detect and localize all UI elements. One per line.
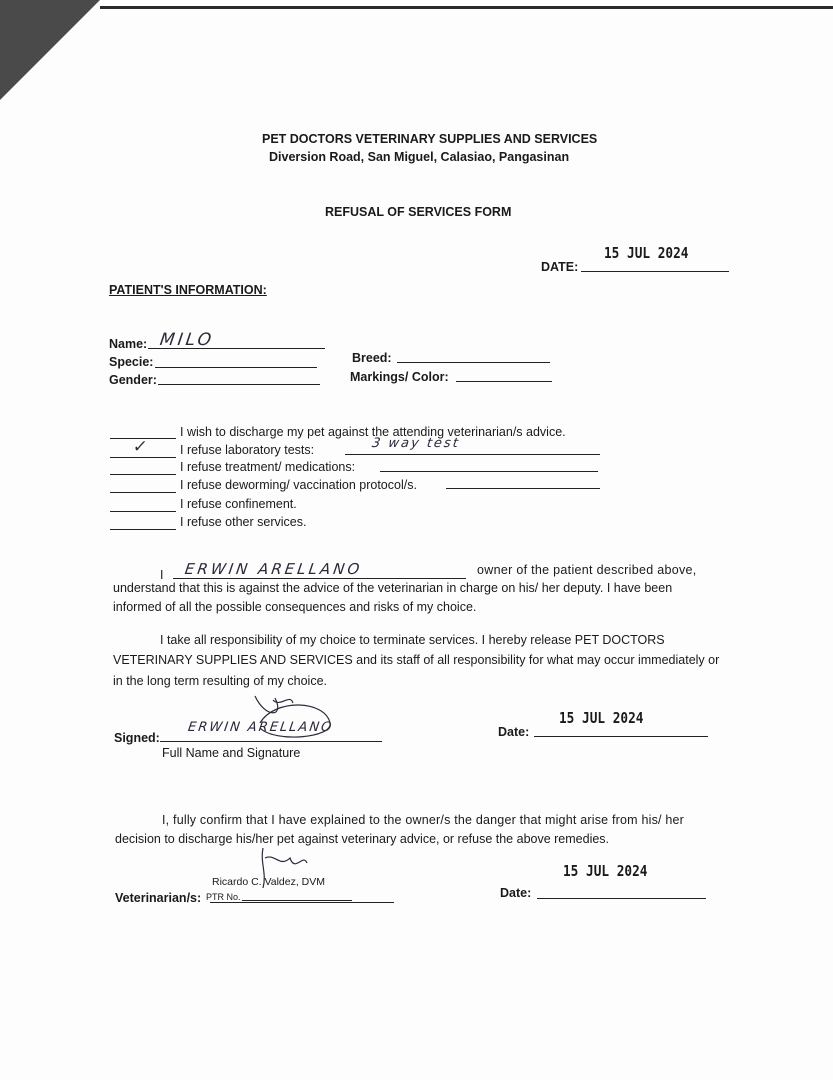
scan-corner-shadow	[0, 0, 100, 100]
top-date-stamp: 15 JUL 2024	[604, 244, 689, 262]
option-checkbox-line[interactable]	[110, 457, 176, 458]
owner-date-line[interactable]	[534, 736, 708, 737]
option-detail-line[interactable]	[446, 488, 600, 489]
vet-date-stamp: 15 JUL 2024	[563, 862, 648, 880]
vet-statement-line1: I, fully confirm that I have explained to the owner/s the danger that might arise from his/ her	[162, 813, 685, 827]
ptr-line[interactable]	[242, 900, 352, 901]
option-label: I refuse laboratory tests:	[180, 443, 315, 457]
scan-edge-line	[100, 6, 833, 9]
release-line2: VETERINARY SUPPLIES AND SERVICES and its staff of all responsibility for what may occur immediately or	[113, 653, 720, 667]
statement-line2: understand that this is against the advice of the veterinarian in charge on his/ her deputy. I have been	[113, 581, 673, 595]
option-checkbox-line[interactable]	[110, 492, 176, 493]
owner-signature-line[interactable]	[160, 741, 382, 742]
specie-field-line[interactable]	[155, 367, 317, 368]
top-date-label: DATE:	[541, 260, 579, 274]
release-line1: I take all responsibility of my choice to terminate services. I hereby release PET DOCTORS	[160, 633, 665, 647]
specie-label: Specie:	[109, 355, 154, 369]
owner-date-label: Date:	[498, 725, 530, 739]
name-label: Name:	[109, 337, 148, 351]
breed-field-line[interactable]	[397, 362, 550, 363]
statement-line3: informed of all the possible consequences and risks of my choice.	[113, 600, 477, 614]
option-checkbox-line[interactable]	[110, 529, 176, 530]
vet-signature-label: Veterinarian/s:	[115, 891, 202, 905]
option-label: I refuse confinement.	[180, 497, 297, 511]
owner-name-line[interactable]	[173, 578, 466, 579]
patient-section-label: PATIENT'S INFORMATION:	[109, 283, 267, 297]
name-field-line[interactable]	[148, 348, 325, 349]
ptr-label: PTR No.	[206, 892, 241, 902]
option-label: I refuse other services.	[180, 515, 307, 529]
option-detail: 3 way test	[370, 436, 461, 451]
signature-scribble-icon	[245, 688, 345, 743]
option-label: I wish to discharge my pet against the attending veterinarian/s advice.	[180, 425, 566, 439]
option-label: I refuse deworming/ vaccination protocol/s.	[180, 478, 417, 492]
statement-prefix: I	[160, 568, 164, 582]
name-value: MILO	[158, 330, 216, 350]
markings-label: Markings/ Color:	[350, 370, 449, 384]
breed-label: Breed:	[352, 351, 392, 365]
vet-name: Ricardo C. Valdez, DVM	[212, 876, 326, 888]
gender-label: Gender:	[109, 373, 157, 387]
release-line3: in the long term resulting of my choice.	[113, 674, 327, 688]
vet-date-line[interactable]	[537, 898, 706, 899]
company-address: Diversion Road, San Miguel, Calasiao, Pangasinan	[269, 150, 570, 164]
owner-signature: ERWIN ARELLANO	[186, 720, 335, 735]
vet-signature-line[interactable]	[210, 902, 394, 903]
option-label: I refuse treatment/ medications:	[180, 460, 356, 474]
option-detail-line[interactable]	[380, 471, 598, 472]
option-checkbox-line[interactable]	[110, 511, 176, 512]
vet-statement-line2: decision to discharge his/her pet against veterinary advice, or refuse the above remedies.	[115, 832, 610, 846]
statement-line1: owner of the patient described above,	[477, 563, 697, 577]
checkmark-icon: ✓	[131, 437, 149, 457]
markings-field-line[interactable]	[456, 381, 552, 382]
signed-label: Signed:	[114, 731, 160, 745]
company-name: PET DOCTORS VETERINARY SUPPLIES AND SERVICES	[262, 132, 598, 146]
owner-name-handwritten: ERWIN ARELLANO	[183, 560, 364, 578]
option-detail-line[interactable]	[345, 454, 600, 455]
signature-caption: Full Name and Signature	[162, 746, 301, 760]
owner-date-stamp: 15 JUL 2024	[559, 709, 644, 727]
vet-date-label: Date:	[500, 886, 532, 900]
top-date-line[interactable]	[581, 271, 729, 272]
form-title: REFUSAL OF SERVICES FORM	[325, 205, 512, 219]
option-checkbox-line[interactable]	[110, 474, 176, 475]
gender-field-line[interactable]	[158, 384, 320, 385]
